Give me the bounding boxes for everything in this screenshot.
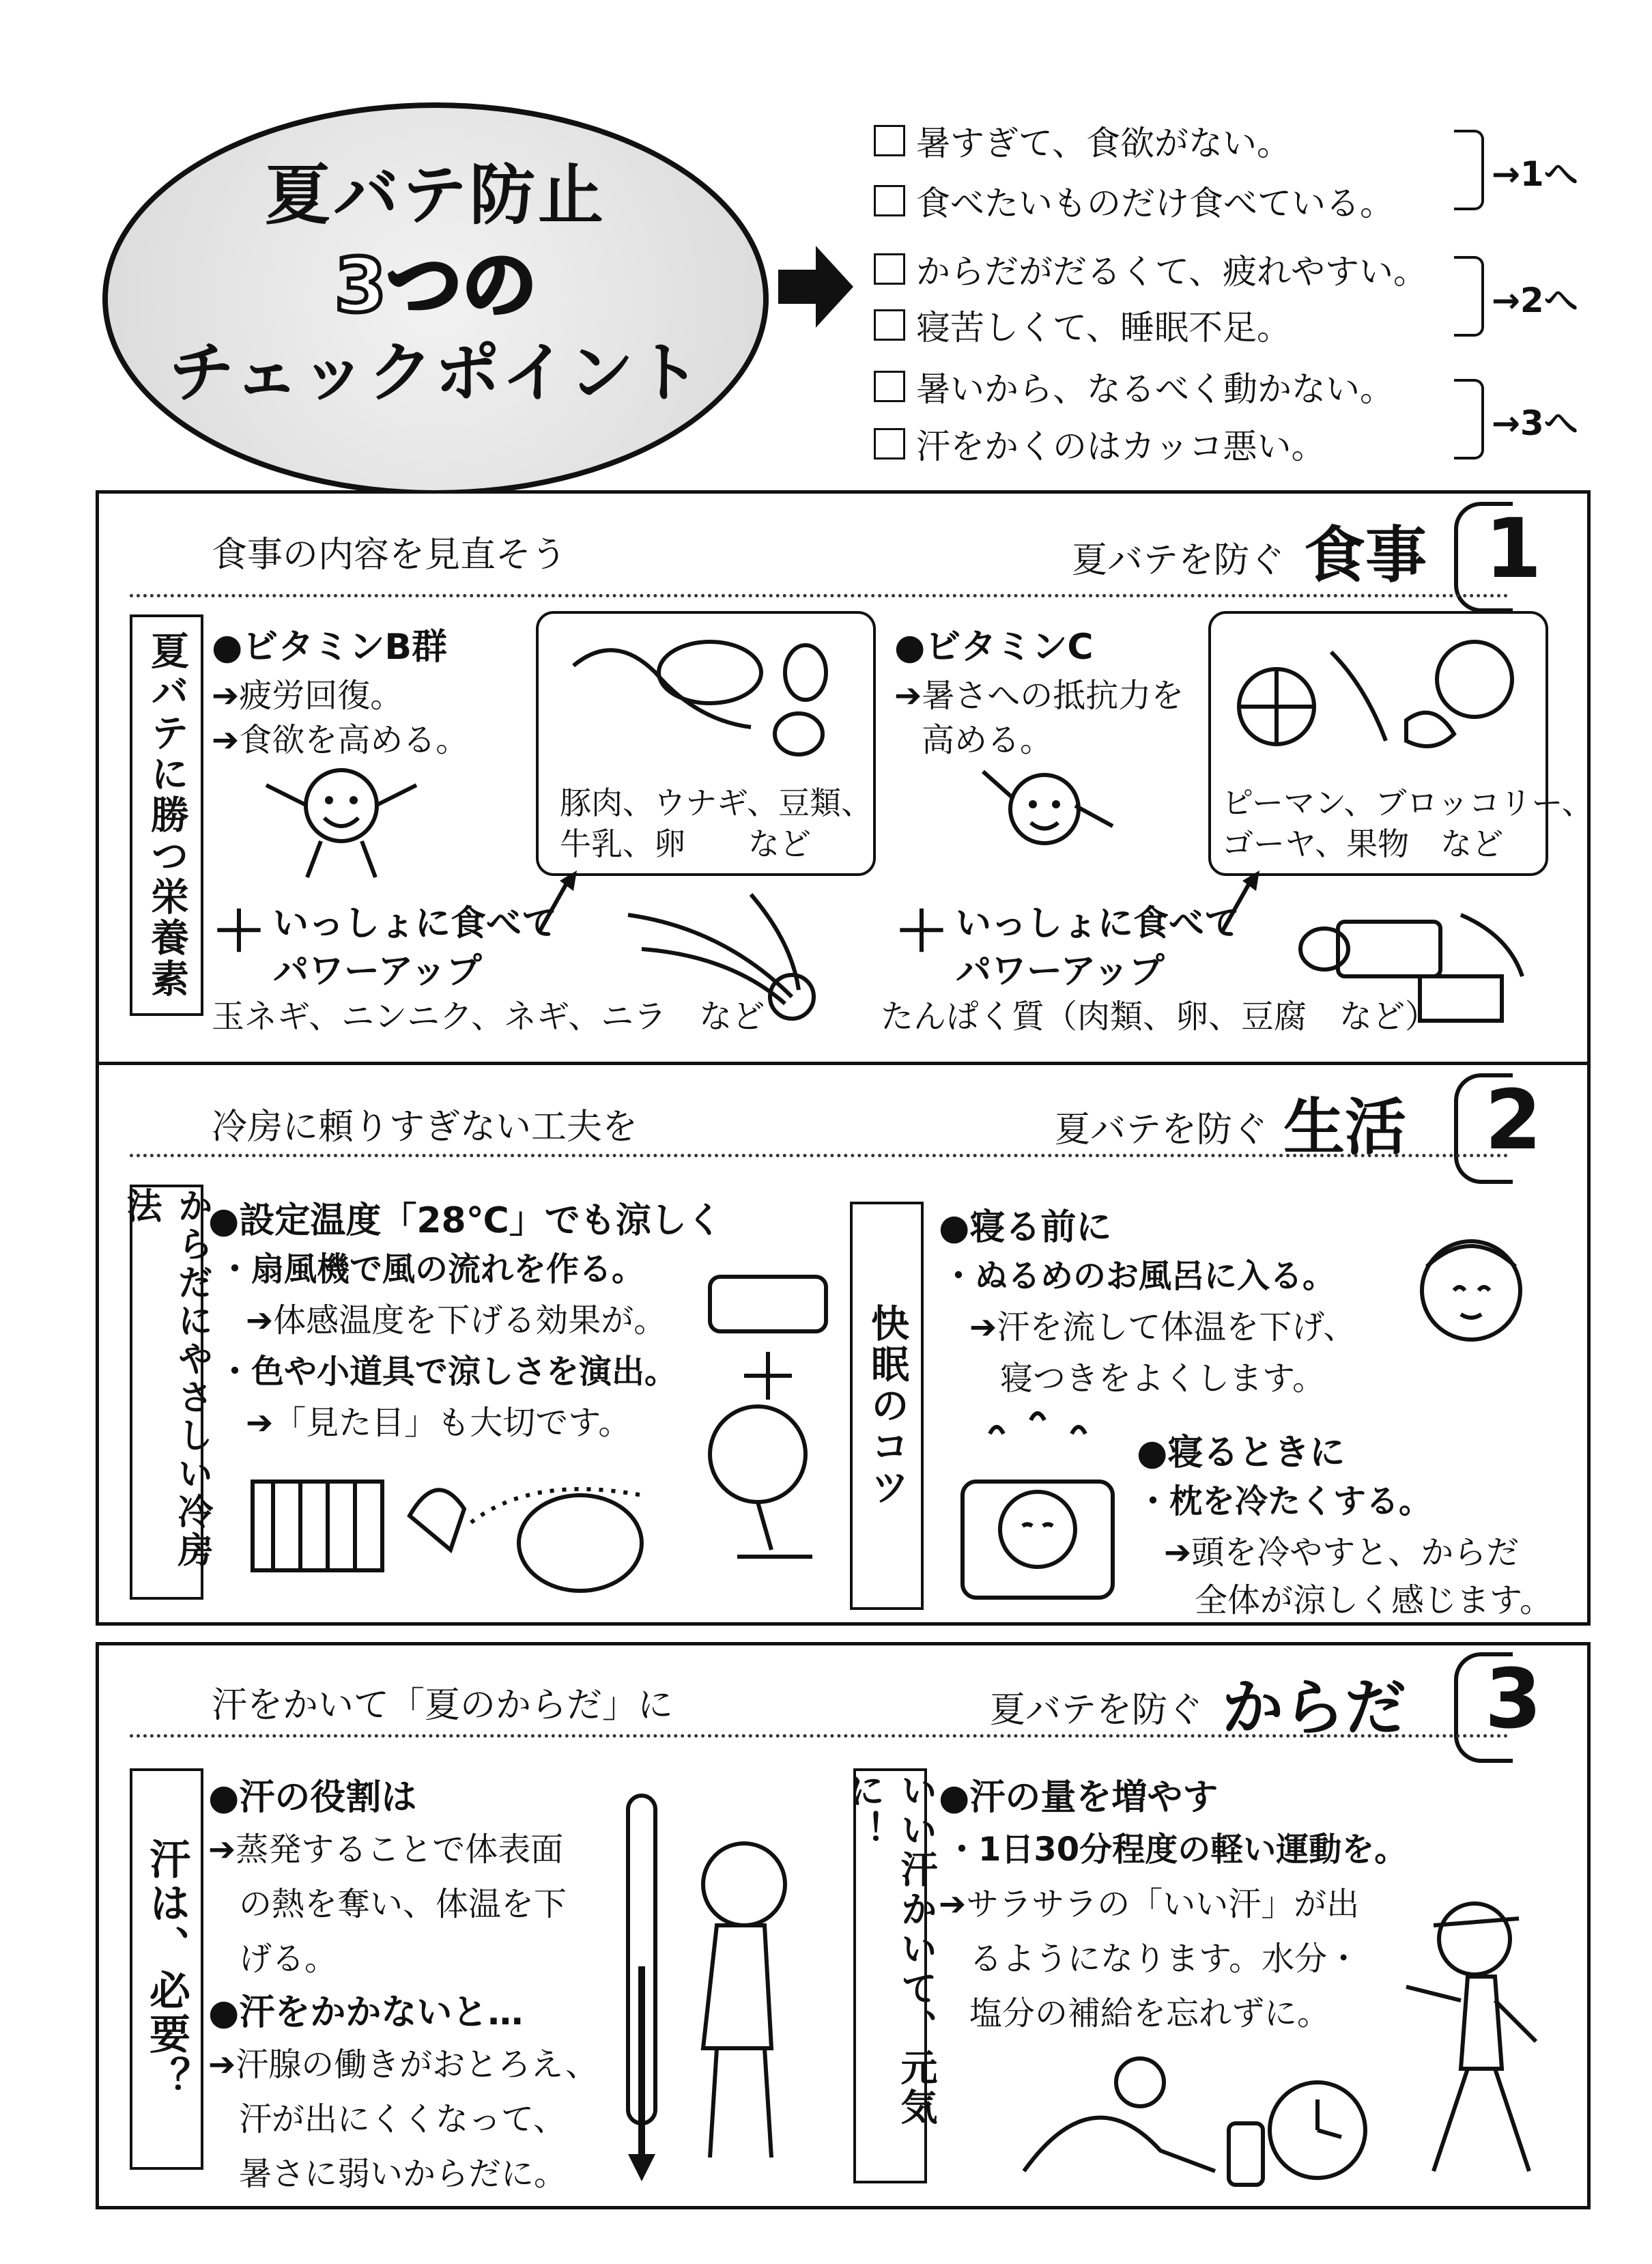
vitamin-b-food-line1: 豚肉、ウナギ、豆類、 bbox=[560, 784, 873, 821]
side-label-nutrients: 夏バテに勝つ栄養素 bbox=[130, 614, 203, 1016]
arrow-right-icon: → bbox=[1492, 154, 1520, 194]
section-3-tag: 夏バテを防ぐ bbox=[990, 1690, 1204, 1731]
together-1-line2: パワーアップ bbox=[273, 951, 482, 992]
setting-title: ●設定温度「28℃」でも涼しく bbox=[208, 1200, 722, 1241]
vitamin-c-line2: 高める。 bbox=[922, 721, 1053, 759]
pork-eel-beans-illustration bbox=[560, 625, 846, 761]
section-2-number: 2 bbox=[1485, 1073, 1542, 1168]
checkbox[interactable] bbox=[874, 428, 905, 459]
increase-title: ●汗の量を増やす bbox=[939, 1777, 1219, 1818]
page-title-line2: 3つの bbox=[334, 242, 537, 329]
when-sleep-line1: ・枕を冷たくする。 bbox=[1137, 1482, 1432, 1520]
divider bbox=[130, 1734, 1509, 1738]
arrow-right-icon: → bbox=[1492, 281, 1520, 320]
vitamin-c-food-line1: ピーマン、ブロッコリー、 bbox=[1222, 784, 1593, 821]
section-1-number: 1 bbox=[1485, 502, 1542, 597]
page-title-line3: チェックポイント bbox=[169, 335, 702, 411]
checkbox[interactable] bbox=[874, 253, 905, 285]
before-sleep-line1: ・ぬるめのお風呂に入る。 bbox=[942, 1257, 1336, 1295]
side-label-sleep-tips: 快眠のコツ bbox=[850, 1202, 924, 1610]
plus-icon: ＋ bbox=[212, 900, 266, 963]
checkbox[interactable] bbox=[874, 185, 905, 216]
increase-line3: るようになります。水分・ bbox=[969, 1940, 1361, 1978]
vitamin-c-line1: ➔暑さへの抵抗力を bbox=[894, 677, 1184, 715]
sweat-role-line1: ➔蒸発することで体表面 bbox=[208, 1830, 564, 1869]
checklist-item-1[interactable]: 暑すぎて、食欲がない。 bbox=[874, 116, 1291, 165]
aircon-fan-illustration bbox=[696, 1270, 840, 1570]
setting-line4: ➔「見た目」も大切です。 bbox=[246, 1404, 631, 1442]
section-2-heading: 冷房に頼りすぎない工夫を bbox=[212, 1107, 638, 1148]
together-1-line1: いっしょに食べて bbox=[273, 903, 558, 944]
no-sweat-title: ●汗をかかないと… bbox=[208, 1992, 524, 2033]
vitamin-b-title: ●ビタミンB群 bbox=[212, 627, 448, 668]
divider bbox=[130, 594, 1509, 597]
sweat-role-line3: げる。 bbox=[239, 1940, 338, 1978]
increase-line1: ・1日30分程度の軽い運動を。 bbox=[945, 1830, 1408, 1869]
brace-2 bbox=[1454, 256, 1484, 337]
sweat-role-title: ●汗の役割は bbox=[208, 1777, 417, 1818]
increase-line4: 塩分の補給を忘れずに。 bbox=[969, 1994, 1330, 2033]
vitamin-b-line2: ➔食欲を高める。 bbox=[212, 721, 469, 759]
goto-1[interactable]: →1へ bbox=[1492, 154, 1578, 194]
summer-goods-illustration bbox=[246, 1454, 689, 1604]
jogging-girl-illustration bbox=[1393, 1891, 1556, 2192]
when-sleep-title: ●寝るときに bbox=[1137, 1432, 1345, 1473]
checklist-item-6[interactable]: 汗をかくのはカッコ悪い。 bbox=[874, 419, 1326, 468]
section-1-tag: 夏バテを防ぐ bbox=[1072, 540, 1285, 581]
no-sweat-line2: 汗が出にくくなって、 bbox=[239, 2100, 567, 2138]
brace-3 bbox=[1454, 379, 1484, 459]
vitamin-b-line1: ➔疲労回復。 bbox=[212, 677, 403, 715]
no-sweat-line1: ➔汗腺の働きがおとろえ、 bbox=[208, 2046, 599, 2084]
plus-icon: ＋ bbox=[894, 900, 949, 963]
when-sleep-line2: ➔頭を冷やすと、からだ bbox=[1164, 1533, 1520, 1572]
bath-girl-illustration bbox=[1393, 1212, 1550, 1369]
increase-line2: ➔サラサラの「いい汗」が出 bbox=[939, 1885, 1360, 1923]
sweat-role-line2: の熱を奪い、体温を下 bbox=[239, 1885, 567, 1923]
setting-line3: ・色や小道具で涼しさを演出。 bbox=[218, 1353, 678, 1391]
checklist-item-4[interactable]: 寝苦しくて、睡眠不足。 bbox=[874, 300, 1291, 350]
brace-1 bbox=[1454, 130, 1484, 210]
vitamin-b-food-line2: 牛乳、卵 など bbox=[560, 825, 811, 862]
arrow-right-icon bbox=[778, 246, 853, 328]
before-sleep-line3: 寝つきをよくします。 bbox=[1000, 1359, 1326, 1398]
section-3-heading: 汗をかいて「夏のからだ」に bbox=[212, 1685, 674, 1726]
cheering-boy-illustration bbox=[239, 758, 444, 881]
stretching-clock-illustration bbox=[1010, 2035, 1393, 2192]
setting-line2: ➔体感温度を下げる効果が。 bbox=[246, 1301, 667, 1340]
vitamin-c-food-line2: ゴーヤ、果物 など bbox=[1222, 825, 1504, 862]
when-sleep-line3: 全体が涼しく感じます。 bbox=[1195, 1581, 1553, 1619]
together-2-line2: パワーアップ bbox=[956, 951, 1165, 992]
checkbox[interactable] bbox=[874, 371, 905, 402]
sweating-boy-thermometer-illustration bbox=[614, 1789, 819, 2185]
checklist-item-3[interactable]: からだがだるくて、疲れやすい。 bbox=[874, 244, 1427, 294]
divider bbox=[130, 1154, 1509, 1157]
goto-3[interactable]: →3へ bbox=[1492, 404, 1578, 443]
side-label-good-sweat: いい汗かいて、元気に！ bbox=[853, 1768, 927, 2183]
side-label-cooling: からだにやさしい冷房法 bbox=[130, 1185, 203, 1600]
checkbox[interactable] bbox=[874, 309, 905, 341]
vegetables-illustration bbox=[1229, 625, 1522, 761]
checklist-item-5[interactable]: 暑いから、なるべく動かない。 bbox=[874, 362, 1394, 411]
section-2-tag: 夏バテを防ぐ bbox=[1055, 1109, 1268, 1150]
section-2-big-title: 生活 bbox=[1283, 1092, 1406, 1163]
vitamin-c-title: ●ビタミンC bbox=[894, 627, 1094, 668]
setting-line1: ・扇風機で風の流れを作る。 bbox=[218, 1250, 645, 1288]
checkbox[interactable] bbox=[874, 125, 905, 156]
side-label-sweat-needed: 汗は、必要？ bbox=[130, 1768, 203, 2170]
section-3-number: 3 bbox=[1485, 1652, 1542, 1747]
section-3-big-title: からだ bbox=[1222, 1672, 1406, 1744]
before-sleep-line2: ➔汗を流して体温を下げ、 bbox=[969, 1308, 1356, 1346]
sleeping-boy-illustration bbox=[949, 1406, 1126, 1611]
section-1-big-title: 食事 bbox=[1304, 520, 1427, 591]
before-sleep-title: ●寝る前に bbox=[939, 1207, 1112, 1248]
checklist-item-2[interactable]: 食べたいものだけ食べている。 bbox=[874, 176, 1394, 225]
together-2-line1: いっしょに食べて bbox=[956, 903, 1240, 944]
cheering-girl-illustration bbox=[942, 758, 1147, 881]
section-1-heading: 食事の内容を見直そう bbox=[212, 535, 567, 576]
goto-2[interactable]: →2へ bbox=[1492, 281, 1578, 320]
together-2-foods: たんぱく質（肉類、卵、豆腐 など） bbox=[881, 997, 1438, 1036]
arrow-up-icon bbox=[532, 867, 580, 935]
together-1-foods: 玉ネギ、ニンニク、ネギ、ニラ など bbox=[212, 997, 765, 1036]
no-sweat-line3: 暑さに弱いからだに。 bbox=[239, 2155, 567, 2193]
arrow-right-icon: → bbox=[1492, 404, 1520, 443]
page-title-line1: 夏バテ防止 bbox=[265, 157, 606, 234]
arrow-up-icon bbox=[1215, 867, 1263, 935]
